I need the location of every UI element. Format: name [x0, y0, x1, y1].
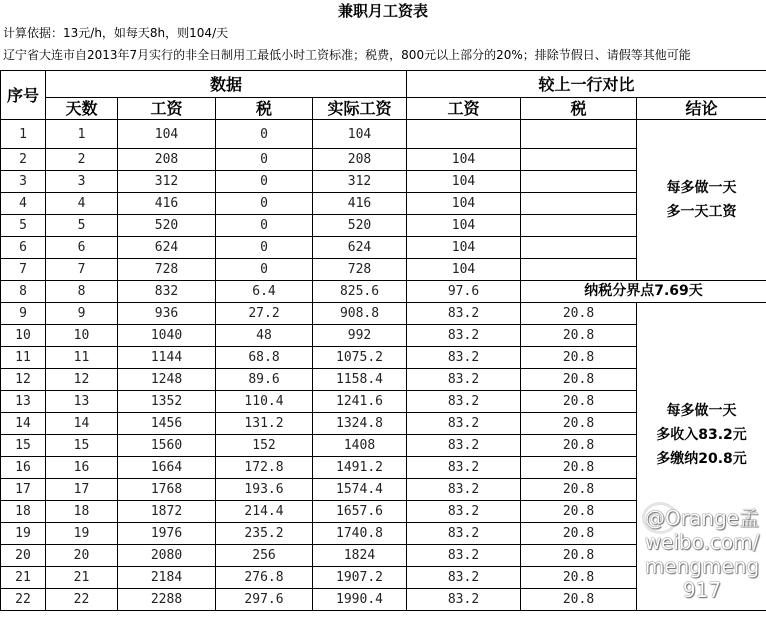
cell-tax: 0	[216, 237, 313, 259]
cell-net: 1408	[313, 435, 407, 457]
cell-cmp-tax: 20.8	[521, 347, 637, 369]
cell-days: 21	[46, 567, 118, 589]
cell-seq: 7	[1, 259, 46, 281]
cell-seq: 4	[1, 193, 46, 215]
cell-tax: 0	[216, 193, 313, 215]
cell-days: 7	[46, 259, 118, 281]
cell-cmp-wage: 83.2	[407, 523, 521, 545]
cell-wage: 1352	[118, 391, 216, 413]
table-row	[1, 120, 766, 149]
cell-days: 22	[46, 589, 118, 611]
cell-tax: 131.2	[216, 413, 313, 435]
cell-tax: 6.4	[216, 281, 313, 303]
cell-seq: 3	[1, 171, 46, 193]
cell-tax: 0	[216, 149, 313, 171]
header-conclusion: 结论	[637, 98, 766, 120]
cell-cmp-tax: 20.8	[521, 413, 637, 435]
cell-cmp-wage: 83.2	[407, 501, 521, 523]
tax-threshold-note: 纳税分界点7.69天	[521, 281, 766, 303]
cell-net: 520	[313, 215, 407, 237]
cell-cmp-wage: 83.2	[407, 303, 521, 325]
cell-seq: 2	[1, 149, 46, 171]
cell-cmp-wage: 104	[407, 193, 521, 215]
cell-wage: 728	[118, 259, 216, 281]
cell-seq: 8	[1, 281, 46, 303]
cell-tax: 297.6	[216, 589, 313, 611]
cell-cmp-tax: 20.8	[521, 435, 637, 457]
cell-cmp-tax	[521, 120, 637, 149]
cell-cmp-tax: 20.8	[521, 479, 637, 501]
cell-net: 1324.8	[313, 413, 407, 435]
cell-days: 2	[46, 149, 118, 171]
cell-cmp-wage: 104	[407, 215, 521, 237]
conclusion-before-tax	[637, 120, 766, 281]
cell-wage: 936	[118, 303, 216, 325]
cell-tax: 0	[216, 120, 313, 149]
conclusion-line: 每多做一天	[666, 403, 737, 419]
cell-net: 104	[313, 120, 407, 149]
cell-net: 624	[313, 237, 407, 259]
table-row	[1, 303, 766, 325]
cell-days: 15	[46, 435, 118, 457]
cell-cmp-tax: 20.8	[521, 523, 637, 545]
cell-wage: 2184	[118, 567, 216, 589]
conclusion-line: 多一天工资	[666, 204, 737, 220]
cell-seq: 20	[1, 545, 46, 567]
cell-seq: 5	[1, 215, 46, 237]
cell-cmp-tax	[521, 149, 637, 171]
cell-wage: 1456	[118, 413, 216, 435]
cell-seq: 22	[1, 589, 46, 611]
cell-cmp-wage: 83.2	[407, 457, 521, 479]
cell-days: 12	[46, 369, 118, 391]
cell-tax: 110.4	[216, 391, 313, 413]
cell-wage: 520	[118, 215, 216, 237]
cell-days: 9	[46, 303, 118, 325]
cell-net: 1574.4	[313, 479, 407, 501]
cell-tax: 172.8	[216, 457, 313, 479]
cell-days: 6	[46, 237, 118, 259]
watermark-handle: @Orange孟	[645, 506, 759, 530]
cell-net: 1241.6	[313, 391, 407, 413]
cell-wage: 2288	[118, 589, 216, 611]
conclusion-line: 每多做一天	[666, 180, 737, 196]
cell-cmp-tax	[521, 259, 637, 281]
header-tax: 税	[216, 98, 313, 120]
cell-net: 1740.8	[313, 523, 407, 545]
cell-cmp-wage: 104	[407, 259, 521, 281]
cell-tax: 256	[216, 545, 313, 567]
cell-net: 1158.4	[313, 369, 407, 391]
cell-cmp-tax: 20.8	[521, 303, 637, 325]
cell-cmp-tax: 20.8	[521, 567, 637, 589]
cell-days: 19	[46, 523, 118, 545]
cell-cmp-tax: 20.8	[521, 589, 637, 611]
cell-days: 17	[46, 479, 118, 501]
cell-seq: 9	[1, 303, 46, 325]
header-data-group: 数据	[46, 71, 407, 98]
cell-tax: 152	[216, 435, 313, 457]
cell-seq: 21	[1, 567, 46, 589]
header-compare-group: 较上一行对比	[407, 71, 766, 98]
cell-seq: 19	[1, 523, 46, 545]
cell-days: 11	[46, 347, 118, 369]
cell-cmp-wage: 83.2	[407, 325, 521, 347]
cell-days: 5	[46, 215, 118, 237]
cell-days: 16	[46, 457, 118, 479]
cell-net: 728	[313, 259, 407, 281]
cell-net: 1657.6	[313, 501, 407, 523]
cell-wage: 624	[118, 237, 216, 259]
cell-cmp-tax	[521, 237, 637, 259]
cell-days: 13	[46, 391, 118, 413]
cell-cmp-wage: 83.2	[407, 435, 521, 457]
cell-cmp-wage: 104	[407, 171, 521, 193]
cell-seq: 18	[1, 501, 46, 523]
cell-tax: 0	[216, 259, 313, 281]
cell-wage: 832	[118, 281, 216, 303]
cell-days: 20	[46, 545, 118, 567]
cell-tax: 89.6	[216, 369, 313, 391]
cell-seq: 15	[1, 435, 46, 457]
cell-wage: 312	[118, 171, 216, 193]
calculation-basis-note: 计算依据：13元/h，如每天8h，则104/天	[3, 26, 229, 40]
cell-net: 312	[313, 171, 407, 193]
cell-tax: 193.6	[216, 479, 313, 501]
sheet-title: 兼职月工资表	[337, 2, 428, 20]
cell-cmp-wage: 97.6	[407, 281, 521, 303]
header-days: 天数	[46, 98, 118, 120]
cell-wage: 416	[118, 193, 216, 215]
cell-wage: 1872	[118, 501, 216, 523]
cell-cmp-tax	[521, 171, 637, 193]
cell-wage: 1664	[118, 457, 216, 479]
cell-net: 825.6	[313, 281, 407, 303]
cell-tax: 0	[216, 171, 313, 193]
cell-tax: 68.8	[216, 347, 313, 369]
cell-tax: 27.2	[216, 303, 313, 325]
watermark-url: weibo.com/mengmeng917	[644, 530, 760, 602]
cell-seq: 12	[1, 369, 46, 391]
header-cmp-wage: 工资	[407, 98, 521, 120]
header-seq: 序号	[1, 71, 46, 120]
cell-net: 416	[313, 193, 407, 215]
header-wage: 工资	[118, 98, 216, 120]
cell-days: 18	[46, 501, 118, 523]
cell-cmp-wage: 104	[407, 237, 521, 259]
cell-cmp-wage: 83.2	[407, 545, 521, 567]
weibo-watermark	[640, 506, 764, 602]
cell-wage: 1768	[118, 479, 216, 501]
cell-tax: 214.4	[216, 501, 313, 523]
cell-wage: 1976	[118, 523, 216, 545]
table-row	[1, 281, 766, 303]
tax-rule-note: 辽宁省大连市自2013年7月实行的非全日制用工最低小时工资标准；税费，800元以上部分的20%；排除节假日、请假等其他可能	[3, 48, 691, 62]
cell-seq: 14	[1, 413, 46, 435]
cell-seq: 6	[1, 237, 46, 259]
cell-net: 1907.2	[313, 567, 407, 589]
cell-cmp-wage: 83.2	[407, 391, 521, 413]
cell-days: 14	[46, 413, 118, 435]
conclusion-line: 多缴纳20.8元	[656, 451, 747, 467]
cell-cmp-tax: 20.8	[521, 325, 637, 347]
cell-cmp-wage: 83.2	[407, 413, 521, 435]
cell-net: 1491.2	[313, 457, 407, 479]
cell-net: 1990.4	[313, 589, 407, 611]
cell-tax: 276.8	[216, 567, 313, 589]
header-cmp-tax: 税	[521, 98, 637, 120]
cell-cmp-wage: 83.2	[407, 347, 521, 369]
cell-cmp-wage: 83.2	[407, 369, 521, 391]
cell-days: 8	[46, 281, 118, 303]
cell-cmp-tax: 20.8	[521, 545, 637, 567]
header-net: 实际工资	[313, 98, 407, 120]
cell-cmp-tax	[521, 215, 637, 237]
cell-wage: 1144	[118, 347, 216, 369]
cell-cmp-tax: 20.8	[521, 369, 637, 391]
cell-seq: 10	[1, 325, 46, 347]
cell-seq: 1	[1, 120, 46, 149]
cell-wage: 104	[118, 120, 216, 149]
cell-days: 1	[46, 120, 118, 149]
cell-days: 4	[46, 193, 118, 215]
cell-cmp-tax: 20.8	[521, 391, 637, 413]
cell-wage: 2080	[118, 545, 216, 567]
cell-wage: 1248	[118, 369, 216, 391]
cell-cmp-wage: 83.2	[407, 567, 521, 589]
cell-cmp-tax: 20.8	[521, 501, 637, 523]
cell-cmp-wage: 83.2	[407, 589, 521, 611]
cell-seq: 16	[1, 457, 46, 479]
cell-cmp-wage: 83.2	[407, 479, 521, 501]
cell-cmp-wage	[407, 120, 521, 149]
cell-net: 1075.2	[313, 347, 407, 369]
cell-seq: 17	[1, 479, 46, 501]
cell-net: 992	[313, 325, 407, 347]
cell-cmp-tax: 20.8	[521, 457, 637, 479]
cell-tax: 48	[216, 325, 313, 347]
cell-days: 3	[46, 171, 118, 193]
cell-cmp-tax	[521, 193, 637, 215]
cell-wage: 1560	[118, 435, 216, 457]
cell-tax: 235.2	[216, 523, 313, 545]
cell-net: 908.8	[313, 303, 407, 325]
cell-cmp-wage: 104	[407, 149, 521, 171]
cell-net: 1824	[313, 545, 407, 567]
cell-tax: 0	[216, 215, 313, 237]
cell-wage: 208	[118, 149, 216, 171]
cell-seq: 13	[1, 391, 46, 413]
cell-days: 10	[46, 325, 118, 347]
cell-net: 208	[313, 149, 407, 171]
cell-seq: 11	[1, 347, 46, 369]
conclusion-line: 多收入83.2元	[656, 427, 747, 443]
cell-wage: 1040	[118, 325, 216, 347]
